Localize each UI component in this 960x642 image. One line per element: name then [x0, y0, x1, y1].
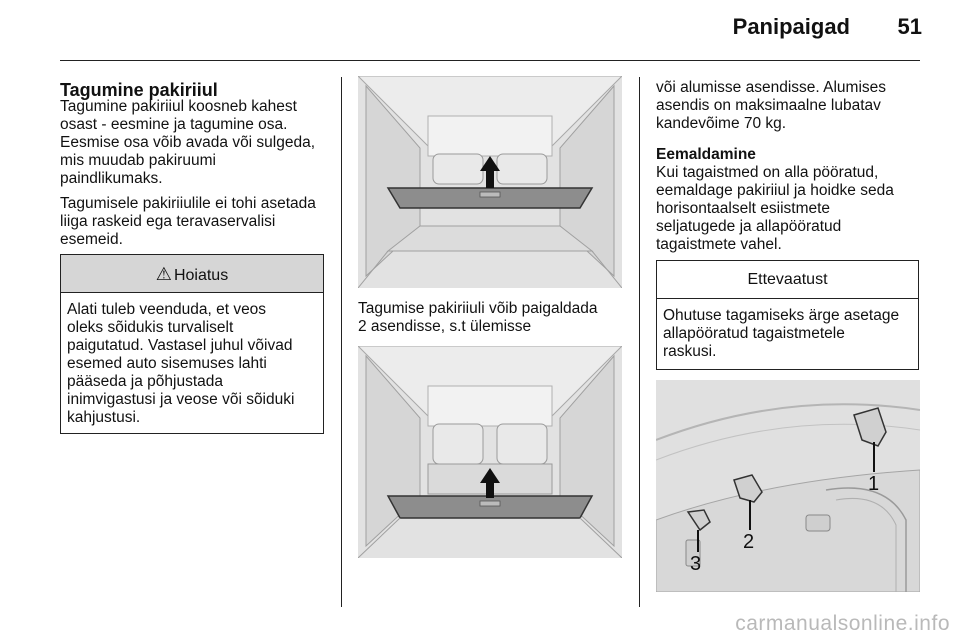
column-divider-left — [341, 77, 342, 607]
text-line: osast - eesmine ja tagumine osa. — [60, 116, 288, 133]
text-line: Tagumine pakiriiul koosneb kahest — [60, 98, 297, 115]
load-note-paragraph — [60, 195, 335, 249]
text-line: Ohutuse tagamiseks ärge asetage — [663, 307, 900, 324]
text-line: või alumisse asendisse. Alumises — [656, 79, 887, 96]
text-line: horisontaalselt esiistmete — [656, 200, 831, 217]
callout-1: 1 — [868, 473, 880, 495]
shelf-mount-points-illustration — [656, 380, 920, 592]
cargo-shelf-upper-position-illustration — [358, 76, 622, 288]
callout-2: 2 — [743, 531, 755, 553]
intro-paragraph — [60, 98, 335, 188]
text-line: kahjustusi. — [67, 409, 141, 426]
text-line: inimvigastusi ja veose või sõiduki — [67, 391, 295, 408]
text-line: seljatugede ja allapööratud — [656, 218, 842, 235]
removal-paragraph — [656, 164, 931, 254]
text-line: paigutatud. Vastasel juhul võivad — [67, 337, 293, 354]
caution-header: Ettevaatust — [657, 261, 918, 299]
text-line: Kui tagaistmed on alla pööratud, — [656, 164, 879, 181]
text-line: tagaistmete vahel. — [656, 236, 782, 253]
watermark: carmanualsonline.info — [735, 612, 950, 635]
callout-3: 3 — [690, 553, 702, 575]
page-number: 51 — [897, 14, 922, 39]
caution-body — [657, 299, 918, 367]
text-line: liiga raskeid ega teravaservalisi — [60, 213, 276, 230]
section-heading: Tagumine pakiriiul — [60, 80, 218, 100]
warning-triangle-icon: ⚠ — [155, 264, 172, 284]
text-line: kandevõime 70 kg. — [656, 115, 787, 132]
text-line: Alati tuleb veenduda, et veos — [67, 301, 267, 318]
text-line: mis muudab pakiruumi — [60, 152, 216, 169]
text-line: paindlikumaks. — [60, 170, 163, 187]
warning-body — [61, 293, 323, 433]
header-divider — [60, 60, 920, 61]
text-line: esemeid. — [60, 231, 123, 248]
text-line: asendis on maksimaalne lubatav — [656, 97, 881, 114]
text-line: oleks sõidukis turvaliselt — [67, 319, 234, 336]
column-divider-right — [639, 77, 640, 607]
cargo-shelf-lower-position-illustration — [358, 346, 622, 558]
warning-header — [61, 255, 323, 293]
shelf-caption — [358, 300, 633, 336]
text-line: pääseda ja põhjustada — [67, 373, 223, 390]
text-line: eemaldage pakiriiul ja hoidke seda — [656, 182, 894, 199]
text-line: Tagumise pakiriiuli võib paigaldada — [358, 300, 598, 317]
warning-title: Hoiatus — [173, 267, 229, 284]
text-line: raskusi. — [663, 343, 717, 360]
warning-box — [60, 254, 324, 434]
text-line: esemed auto sisemuses lahti — [67, 355, 267, 372]
removal-subheading: Eemaldamine — [656, 146, 756, 163]
lower-position-paragraph — [656, 79, 931, 133]
section-title: Panipaigad — [732, 14, 850, 39]
text-line: allapööratud tagaistmetele — [663, 325, 845, 342]
caution-box — [656, 260, 919, 370]
text-line: Tagumisele pakiriiulile ei tohi asetada — [60, 195, 316, 212]
text-line: Eesmise osa võib avada või sulgeda, — [60, 134, 316, 151]
text-line: 2 asendisse, s.t ülemisse — [358, 318, 532, 335]
